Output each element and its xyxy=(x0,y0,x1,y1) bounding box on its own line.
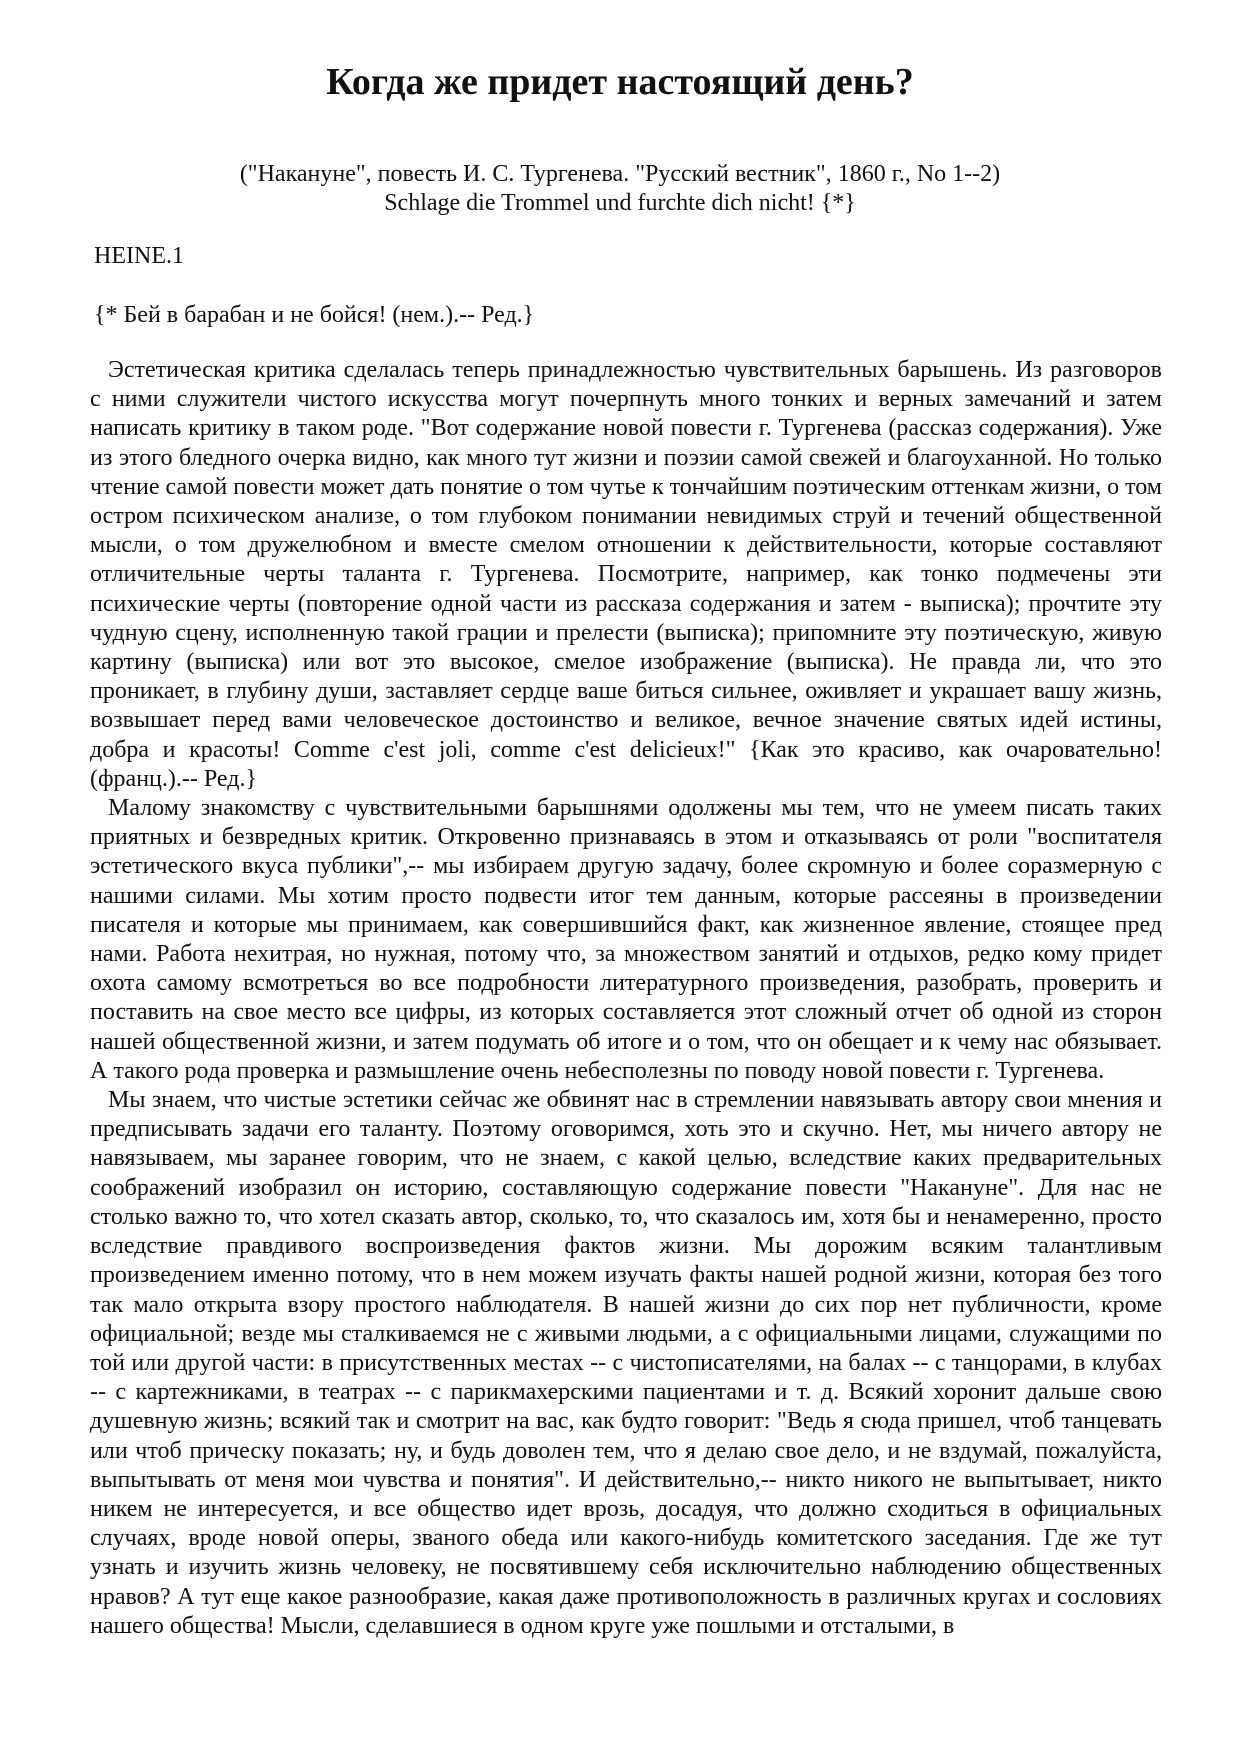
article-body xyxy=(90,356,1162,1641)
epigraph-footnote: {* Бей в барабан и не бойся! (нем.).-- Ред.} xyxy=(94,302,535,328)
document-title: Когда же придет настоящий день? xyxy=(326,61,914,103)
paragraph: Мы знаем, что чистые эстетики сейчас же обвинят нас в стремлении навязывать автору свои мнения и предписывать задачи его таланту. Поэтому оговоримся, хоть это и скучно. Нет, мы ничего автору не навязываем, мы заранее говорим, что не знаем, с какой целью, вследствие каких предварительных соображений изобразил он историю, составляющую содержание повести "Накануне". Для нас не столько важно то, что хотел сказать автор, сколько, то, что сказалось им, хотя бы и ненамеренно, просто вследствие правдивого воспроизведения фактов жизни. Мы дорожим всяким талантливым произведением именно потому, что в нем можем изучать факты нашей родной жизни, которая без того так мало открыта взору простого наблюдателя. В нашей жизни до сих пор нет публичности, кроме официальной; везде мы сталкиваемся не с живыми людьми, а с официальными лицами, служащими по той или другой части: в присутственных местах -- с чистописателями, на балах -- с танцорами, в клубах -- с картежниками, в театрах -- с парикмахерскими пациентами и т. д. Всякий хоронит дальше свою душевную жизнь; всякий так и смотрит на вас, как будто говорит: "Ведь я сюда пришел, чтоб танцевать или чтоб прическу показать; ну, и будь доволен тем, что я делаю свое дело, и не вздумай, пожалуйста, выпытывать от меня мои чувства и понятия". И действительно,-- никто никого не выпытывает, никто никем не интересуется, и все общество идет врозь, досадуя, что должно сходиться в официальных случаях, вроде новой оперы, званого обеда или какого-нибудь комитетского заседания. Где же тут узнать и изучить жизнь человеку, не посвятившему себя исключительно наблюдению общественных нравов? А тут еще какое разнообразие, какая даже противоположность в различных кругах и сословиях нашего общества! Мысли, сделавшиеся в одном круге уже пошлыми и отсталыми, в xyxy=(90,1087,1162,1639)
subtitle-epigraph-line: Schlage die Trommel und furchte dich nicht! {*} xyxy=(384,190,856,216)
epigraph-author: HEINE.1 xyxy=(94,243,184,269)
document-subtitle xyxy=(0,160,1240,218)
subtitle-source-line: ("Накануне", повесть И. С. Тургенева. "Русский вестник", 1860 г., No 1--2) xyxy=(239,161,1001,187)
paragraph: Эстетическая критика сделалась теперь принадлежностью чувствительных барышень. Из разговоров с ними служители чистого искусства могут почерпнуть много тонких и верных замечаний и затем написать критику в таком роде. "Вот содержание новой повести г. Тургенева (рассказ содержания). Уже из этого бледного очерка видно, как много тут жизни и поэзии самой свежей и благоуханной. Но только чтение самой повести может дать понятие о том чутье к тончайшим поэтическим оттенкам жизни, о том остром психическом анализе, о том глубоком понимании невидимых струй и течений общественной мысли, о том дружелюбном и вместе смелом отношении к действительности, которые составляют отличительные черты таланта г. Тургенева. Посмотрите, например, как тонко подмечены эти психические черты (повторение одной части из рассказа содержания и затем - выписка); прочтите эту чудную сцену, исполненную такой грации и прелести (выписка); припомните эту поэтическую, живую картину (выписка) или вот это высокое, смелое изображение (выписка). Не правда ли, что это проникает, в глубину души, заставляет сердце ваше биться сильнее, оживляет и украшает вашу жизнь, возвышает перед вами человеческое достоинство и великое, вечное значение святых идей истины, добра и красоты! Comme c'est joli, comme c'est delicieux!" {Как это красиво, как очаровательно! (франц.).-- Ред.} xyxy=(90,357,1162,792)
paragraph: Малому знакомству с чувствительными барышнями одолжены мы тем, что не умеем писать таких приятных и безвредных критик. Откровенно признаваясь в этом и отказываясь от роли "воспитателя эстетического вкуса публики",-- мы избираем другую задачу, более скромную и более соразмерную с нашими силами. Мы хотим просто подвести итог тем данным, которые рассеяны в произведении писателя и которые мы принимаем, как совершившийся факт, как жизненное явление, стоящее пред нами. Работа нехитрая, но нужная, потому что, за множеством занятий и отдыхов, редко кому придет охота самому всмотреться во все подробности литературного произведения, разобрать, проверить и поставить на свое место все цифры, из которых составляется этот сложный отчет об одной из сторон нашей общественной жизни, и затем подумать об итоге и о том, что он обещает и к чему нас обязывает. А такого рода проверка и размышление очень небесполезны по поводу новой повести г. Тургенева. xyxy=(90,795,1162,1084)
